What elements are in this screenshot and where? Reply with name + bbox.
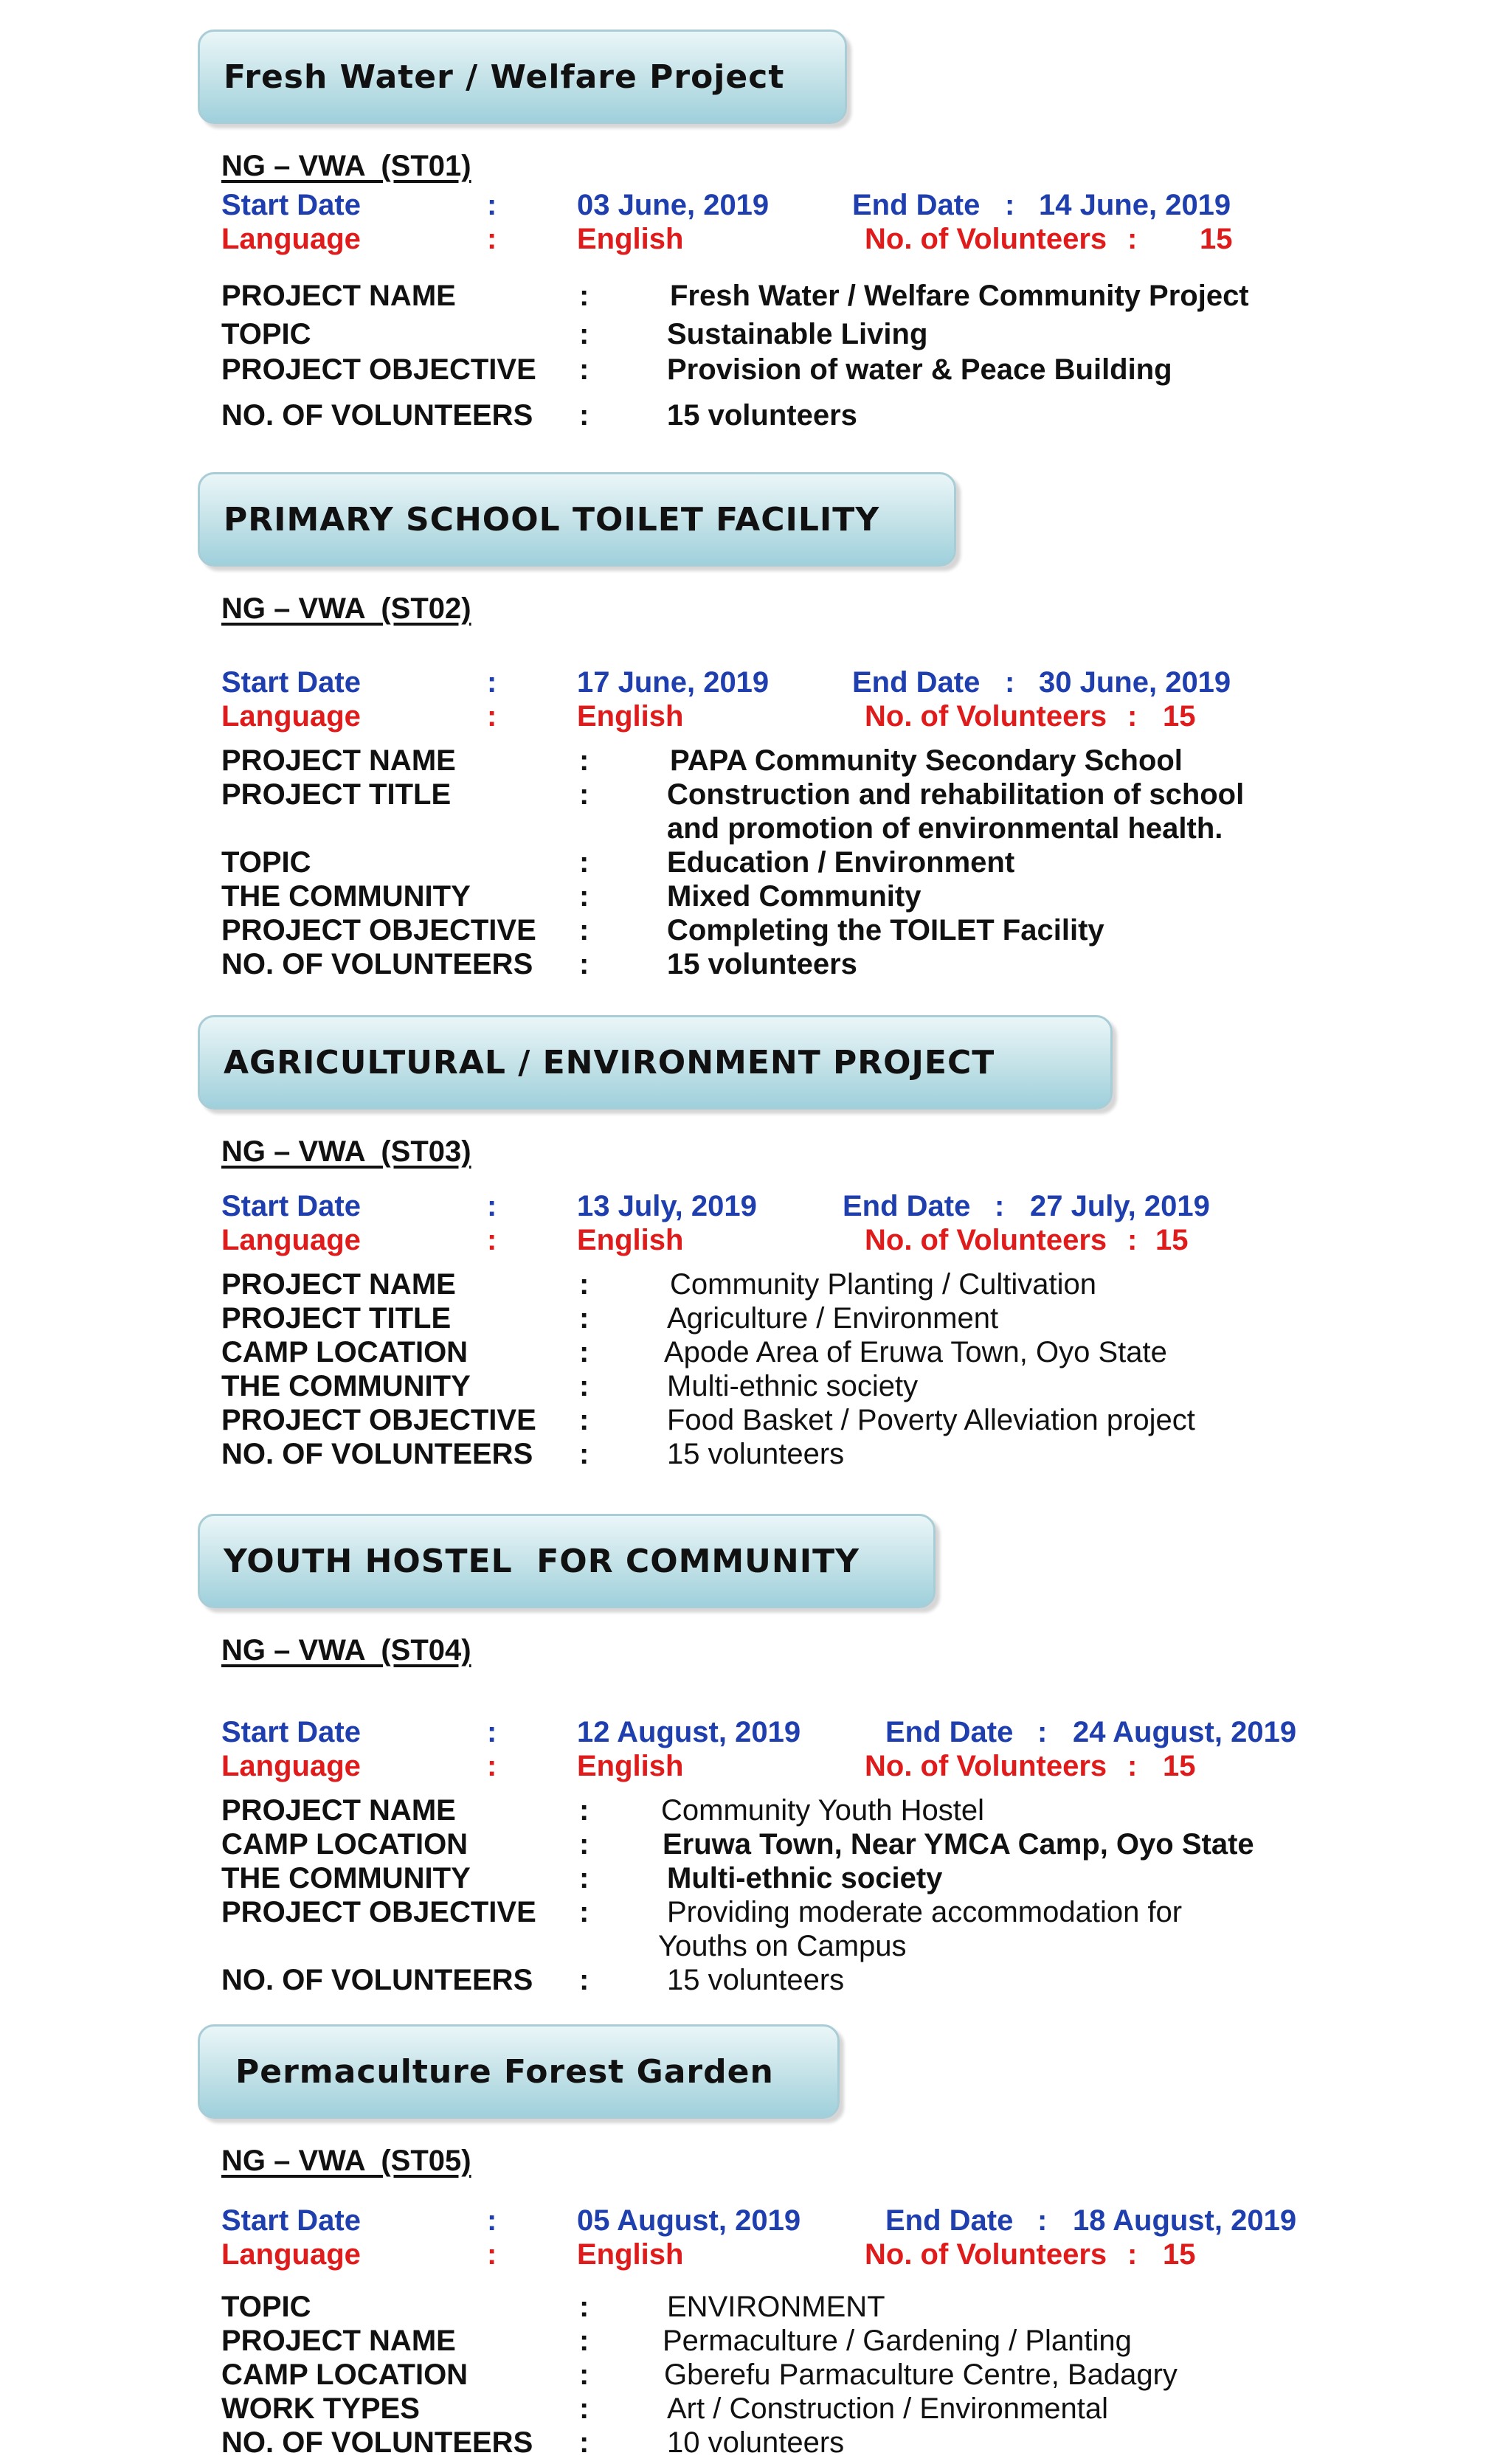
colon: : — [579, 1370, 589, 1402]
detail-label: NO. OF VOLUNTEERS — [221, 1964, 533, 1996]
colon: : — [1037, 1716, 1048, 1748]
detail-label: PROJECT NAME — [221, 280, 456, 312]
project-banner — [198, 2024, 840, 2119]
project-code: NG – VWA (ST05) — [221, 2145, 471, 2177]
colon: : — [1127, 2238, 1138, 2271]
detail-value: Education / Environment — [667, 846, 1015, 879]
colon: : — [579, 2325, 589, 2357]
colon: : — [579, 318, 589, 350]
start-date-value: 03 June, 2019 — [577, 189, 770, 221]
colon: : — [579, 914, 589, 947]
start-date-value: 05 August, 2019 — [577, 2204, 801, 2237]
volunteers-value: 15 — [1163, 700, 1196, 733]
detail-value: 15 volunteers — [667, 399, 857, 432]
end-date-value: 18 August, 2019 — [1073, 2204, 1297, 2237]
volunteers-value: 15 — [1163, 2238, 1196, 2271]
volunteers-value: 15 — [1163, 1750, 1196, 1782]
colon: : — [579, 353, 589, 386]
colon: : — [579, 880, 589, 913]
start-date-label: Start Date — [221, 1716, 361, 1748]
colon: : — [487, 1716, 497, 1748]
detail-value: Multi-ethnic society — [667, 1370, 919, 1402]
detail-label: WORK TYPES — [221, 2392, 420, 2425]
detail-value: Multi-ethnic society — [667, 1862, 943, 1894]
volunteers-label: No. of Volunteers — [865, 2238, 1107, 2271]
detail-value: Sustainable Living — [667, 318, 928, 350]
detail-label: NO. OF VOLUNTEERS — [221, 399, 533, 432]
detail-label: PROJECT OBJECTIVE — [221, 1896, 536, 1928]
end-date-label: End Date — [843, 1190, 971, 1222]
project-banner-title: AGRICULTURAL / ENVIRONMENT PROJECT — [224, 1043, 995, 1082]
end-date-label: End Date — [852, 666, 981, 699]
detail-value: Mixed Community — [667, 880, 922, 913]
project-banner-title: YOUTH HOSTEL FOR COMMUNITY — [224, 1542, 860, 1580]
colon: : — [579, 2426, 589, 2459]
detail-label: PROJECT OBJECTIVE — [221, 914, 536, 947]
detail-value: Community Planting / Cultivation — [670, 1268, 1097, 1301]
colon: : — [487, 2204, 497, 2237]
detail-label: TOPIC — [221, 318, 311, 350]
language-label: Language — [221, 2238, 361, 2271]
colon: : — [1127, 700, 1138, 733]
start-date-label: Start Date — [221, 2204, 361, 2237]
colon: : — [1127, 1750, 1138, 1782]
end-date-label: End Date — [885, 2204, 1014, 2237]
colon: : — [487, 1224, 497, 1256]
colon: : — [579, 1438, 589, 1470]
volunteers-value: 15 — [1155, 1224, 1189, 1256]
start-date-value: 17 June, 2019 — [577, 666, 770, 699]
language-value: English — [577, 700, 684, 733]
colon: : — [579, 948, 589, 980]
colon: : — [1005, 189, 1015, 221]
project-banner-title: PRIMARY SCHOOL TOILET FACILITY — [224, 500, 880, 539]
project-code: NG – VWA (ST04) — [221, 1634, 471, 1667]
detail-value: Completing the TOILET Facility — [667, 914, 1104, 947]
language-label: Language — [221, 700, 361, 733]
detail-label: TOPIC — [221, 2291, 311, 2323]
detail-value: Provision of water & Peace Building — [667, 353, 1172, 386]
detail-label: PROJECT TITLE — [221, 1302, 452, 1335]
detail-label: NO. OF VOLUNTEERS — [221, 2426, 533, 2459]
language-value: English — [577, 2238, 684, 2271]
project-banner — [198, 30, 847, 124]
colon: : — [579, 1828, 589, 1861]
detail-value: Construction and rehabilitation of school — [667, 778, 1245, 811]
colon: : — [579, 2291, 589, 2323]
language-value: English — [577, 223, 684, 255]
project-banner-title: Fresh Water / Welfare Project — [224, 58, 785, 96]
colon: : — [1037, 2204, 1048, 2237]
colon: : — [579, 2392, 589, 2425]
language-value: English — [577, 1224, 684, 1256]
end-date-value: 30 June, 2019 — [1039, 666, 1231, 699]
detail-value: 15 volunteers — [667, 1438, 845, 1470]
volunteers-label: No. of Volunteers — [865, 223, 1107, 255]
colon: : — [1127, 223, 1138, 255]
colon: : — [579, 778, 589, 811]
detail-label: PROJECT OBJECTIVE — [221, 353, 536, 386]
colon: : — [487, 1190, 497, 1222]
detail-label: CAMP LOCATION — [221, 2359, 468, 2391]
language-label: Language — [221, 1750, 361, 1782]
detail-label: CAMP LOCATION — [221, 1336, 468, 1368]
detail-label: NO. OF VOLUNTEERS — [221, 1438, 533, 1470]
start-date-value: 12 August, 2019 — [577, 1716, 801, 1748]
detail-value-continued: and promotion of environmental health. — [667, 812, 1223, 845]
colon: : — [487, 189, 497, 221]
project-code: NG – VWA (ST02) — [221, 592, 471, 625]
volunteers-label: No. of Volunteers — [865, 700, 1107, 733]
colon: : — [579, 1302, 589, 1335]
detail-value: Fresh Water / Welfare Community Project — [670, 280, 1249, 312]
detail-value: Agriculture / Environment — [667, 1302, 999, 1335]
start-date-label: Start Date — [221, 666, 361, 699]
detail-label: PROJECT NAME — [221, 2325, 456, 2357]
colon: : — [579, 1862, 589, 1894]
language-value: English — [577, 1750, 684, 1782]
colon: : — [487, 666, 497, 699]
detail-label: NO. OF VOLUNTEERS — [221, 948, 533, 980]
colon: : — [995, 1190, 1005, 1222]
colon: : — [579, 1336, 589, 1368]
detail-value: Gberefu Parmaculture Centre, Badagry — [664, 2359, 1178, 2391]
end-date-value: 27 July, 2019 — [1030, 1190, 1210, 1222]
colon: : — [1005, 666, 1015, 699]
detail-label: PROJECT OBJECTIVE — [221, 1404, 536, 1436]
volunteers-label: No. of Volunteers — [865, 1224, 1107, 1256]
detail-value: Apode Area of Eruwa Town, Oyo State — [664, 1336, 1167, 1368]
detail-label: THE COMMUNITY — [221, 880, 471, 913]
detail-value: 10 volunteers — [667, 2426, 845, 2459]
detail-label: PROJECT NAME — [221, 744, 456, 777]
colon: : — [487, 1750, 497, 1782]
project-code: NG – VWA (ST01) — [221, 150, 471, 182]
colon: : — [487, 2238, 497, 2271]
project-banner — [198, 1514, 936, 1608]
colon: : — [1127, 1224, 1138, 1256]
detail-label: THE COMMUNITY — [221, 1862, 471, 1894]
detail-value: Providing moderate accommodation for — [667, 1896, 1183, 1928]
colon: : — [487, 223, 497, 255]
detail-value: Permaculture / Gardening / Planting — [663, 2325, 1132, 2357]
detail-label: TOPIC — [221, 846, 311, 879]
project-banner-title: Permaculture Forest Garden — [235, 2052, 774, 2091]
colon: : — [579, 1794, 589, 1827]
end-date-label: End Date — [885, 1716, 1014, 1748]
colon: : — [579, 2359, 589, 2391]
detail-value: Eruwa Town, Near YMCA Camp, Oyo State — [663, 1828, 1254, 1861]
colon: : — [579, 1964, 589, 1996]
detail-value: PAPA Community Secondary School — [670, 744, 1183, 777]
detail-label: PROJECT NAME — [221, 1268, 456, 1301]
start-date-value: 13 July, 2019 — [577, 1190, 757, 1222]
end-date-value: 24 August, 2019 — [1073, 1716, 1297, 1748]
volunteers-label: No. of Volunteers — [865, 1750, 1107, 1782]
detail-value: 15 volunteers — [667, 948, 857, 980]
end-date-label: End Date — [852, 189, 981, 221]
start-date-label: Start Date — [221, 1190, 361, 1222]
detail-value-continued: Youths on Campus — [658, 1930, 907, 1962]
detail-value: Community Youth Hostel — [661, 1794, 985, 1827]
colon: : — [579, 1896, 589, 1928]
detail-value: Art / Construction / Environmental — [667, 2392, 1109, 2425]
colon: : — [579, 399, 589, 432]
project-banner — [198, 1015, 1113, 1110]
detail-value: Food Basket / Poverty Alleviation project — [667, 1404, 1195, 1436]
detail-value: 15 volunteers — [667, 1964, 845, 1996]
detail-label: CAMP LOCATION — [221, 1828, 468, 1861]
detail-label: THE COMMUNITY — [221, 1370, 471, 1402]
detail-value: ENVIRONMENT — [667, 2291, 885, 2323]
colon: : — [579, 846, 589, 879]
volunteers-value: 15 — [1200, 223, 1233, 255]
colon: : — [579, 1404, 589, 1436]
detail-label: PROJECT NAME — [221, 1794, 456, 1827]
colon: : — [579, 1268, 589, 1301]
colon: : — [487, 700, 497, 733]
project-banner — [198, 472, 956, 567]
colon: : — [579, 280, 589, 312]
detail-label: PROJECT TITLE — [221, 778, 452, 811]
end-date-value: 14 June, 2019 — [1039, 189, 1231, 221]
language-label: Language — [221, 1224, 361, 1256]
colon: : — [579, 744, 589, 777]
start-date-label: Start Date — [221, 189, 361, 221]
project-code: NG – VWA (ST03) — [221, 1135, 471, 1168]
language-label: Language — [221, 223, 361, 255]
